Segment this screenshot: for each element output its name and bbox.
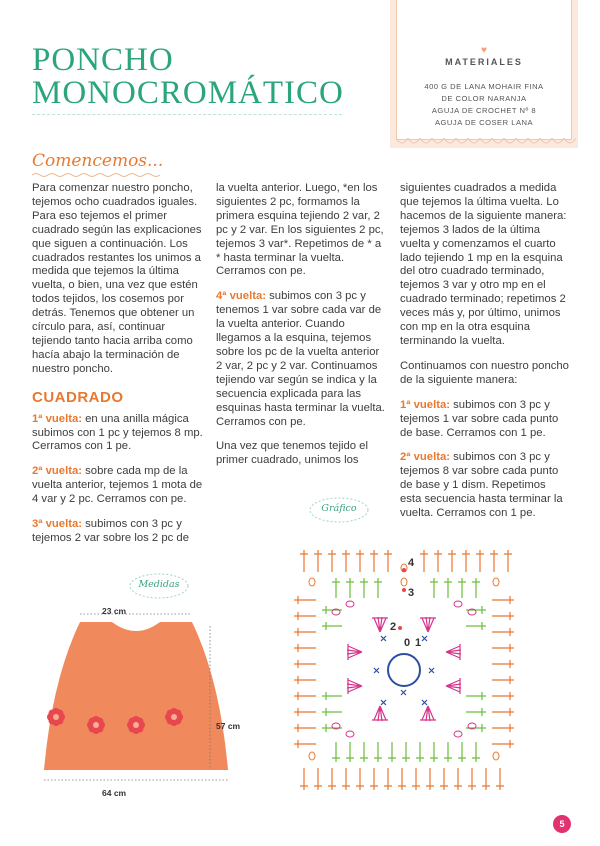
round-number-4: 4 [408,557,415,569]
grafico-badge [308,496,370,524]
round-text: en una anilla mágica subimos con 1 pc y tejemos 8 mp. Cerramos con 1 pe. [32,412,203,453]
section-heading-cuadrado: CUADRADO [32,388,124,406]
round-4 [216,290,386,429]
materials-item: DE COLOR NARANJA [441,94,527,103]
corner-chains [332,601,476,737]
chain-stitches [309,564,499,760]
intro-heading: Comencemos... [32,151,164,171]
badge-label: Medidas [138,579,180,590]
round-label: 2ª vuelta: [400,451,451,464]
title-divider [32,114,342,115]
text-column-2 [216,182,386,479]
materials-box [390,0,578,148]
round-text: subimos con 3 pc y tejemos 8 var sobre cada punto de base y 1 dism. Repetimos esta secuencia hasta terminar la vuelta. Cerramos con 1 pe. [400,451,563,520]
scallop-border [390,138,578,148]
title-line-1: PONCHO [32,42,174,78]
paragraph: la vuelta anterior. Luego, *en los siguientes 2 pc, formamos la primera esquina tejiendo 2 var, 2 pc y 2 var. En los siguientes 2 pc, tejemos 3 var*. Repetimos de * a * hasta terminar la vuelta. Cerramos con pe. [216,182,384,278]
round-label: 1ª vuelta: [400,398,451,411]
round-2-clusters [347,617,461,721]
poncho-illustration [28,600,244,790]
round-label: 4ª vuelta: [216,290,267,303]
round-text: sobre cada mp de la vuelta anterior, tejemos 1 mota de 4 var y 2 pc. Cerramos con pe. [32,465,203,506]
magic-ring [388,654,420,686]
badge-label: Gráfico [321,503,357,514]
materials-item: AGUJA DE CROCHET Nº 8 [431,106,537,115]
paragraph: siguientes cuadrados a medida que tejemos la última vuelta. Lo hacemos de la siguiente manera: tejemos 3 lados de la última vuelta y comenzamos el cuarto lado tejiendo 1 mp en la esquina del otro cuadrado terminado, tejemos 3 var y otro mp en el cuadrado terminado; repetimos 2 veces más y, por último, unimos con mp en la otra esquina terminando la vuelta. [400,182,567,347]
round-number-1: 1 [415,637,422,649]
materials-item: 400 G DE LANA MOHAIR FINA [424,82,544,91]
materials-card [396,0,572,140]
medidas-badge [128,572,190,600]
page-title [32,44,344,110]
dimension-height: 57 cm [216,721,241,731]
start-marker [402,568,406,572]
intro-paragraph: Para comenzar nuestro poncho, tejemos ocho cuadrados iguales. Para eso tejemos el primer cuadrado según las explicaciones que siguen a continuación. Los cuadrados restantes los unimos a medida que tejemos la última vuelta, o bien, una vez que estén todos tejidos, los cosemos por detrás. Tenemos que obtener un círculo para, así, continuar tejiendo tanto hacia arriba como hacía abajo la terminación de nuestro poncho. [32,182,202,375]
page-number: 5 [553,815,571,833]
round-2 [32,465,204,507]
wavy-underline [32,172,162,178]
dimension-bottom: 64 cm [102,788,127,798]
round-1 [32,413,204,455]
round-number-0: 0 [404,637,411,649]
title-line-2: MONOCROMÁTICO [32,75,344,111]
round-label: 2ª vuelta: [32,465,83,478]
paragraph: Continuamos con nuestro poncho de la siguiente manera: [400,359,569,386]
materials-heading: MATERIALES [445,57,523,67]
round-label: 3ª vuelta: [32,518,83,531]
round-text: subimos con 3 pc y tenemos 1 var sobre cada var de la vuelta anterior. Cuando llegamos a la esquina, tejemos sobre los pc de la vuelta anterior 2 var, 2 pc y 2 var. Continuamos tejiendo var según se indica y la secuencia explicada para las esquinas hasta terminar la vuelta. Cerramos con pe. [216,290,385,428]
finish-round-2 [400,451,570,521]
round-number-3: 3 [408,587,415,599]
round-label: 1ª vuelta: [32,412,83,425]
round-number-2: 2 [390,621,397,633]
text-column-3 [400,182,570,532]
poncho-shape [44,622,228,770]
text-column-1 [32,182,204,557]
paragraph: Una vez que tenemos tejido el primer cuadrado, unimos los [216,440,368,467]
round-3 [32,518,204,546]
start-marker [402,588,406,592]
crochet-chart [284,540,524,800]
finish-round-1 [400,399,570,441]
start-marker [398,626,402,630]
round-text: subimos con 3 pc y tejemos 1 var sobre cada punto de base. Cerramos con 1 pe. [400,398,559,439]
dimension-top: 23 cm [102,606,127,616]
heart-icon: ♥ [481,45,487,56]
round-text: subimos con 3 pc y tejemos 2 var sobre los 2 pc de [32,518,189,544]
materials-item: AGUJA DE COSER LANA [434,118,534,127]
